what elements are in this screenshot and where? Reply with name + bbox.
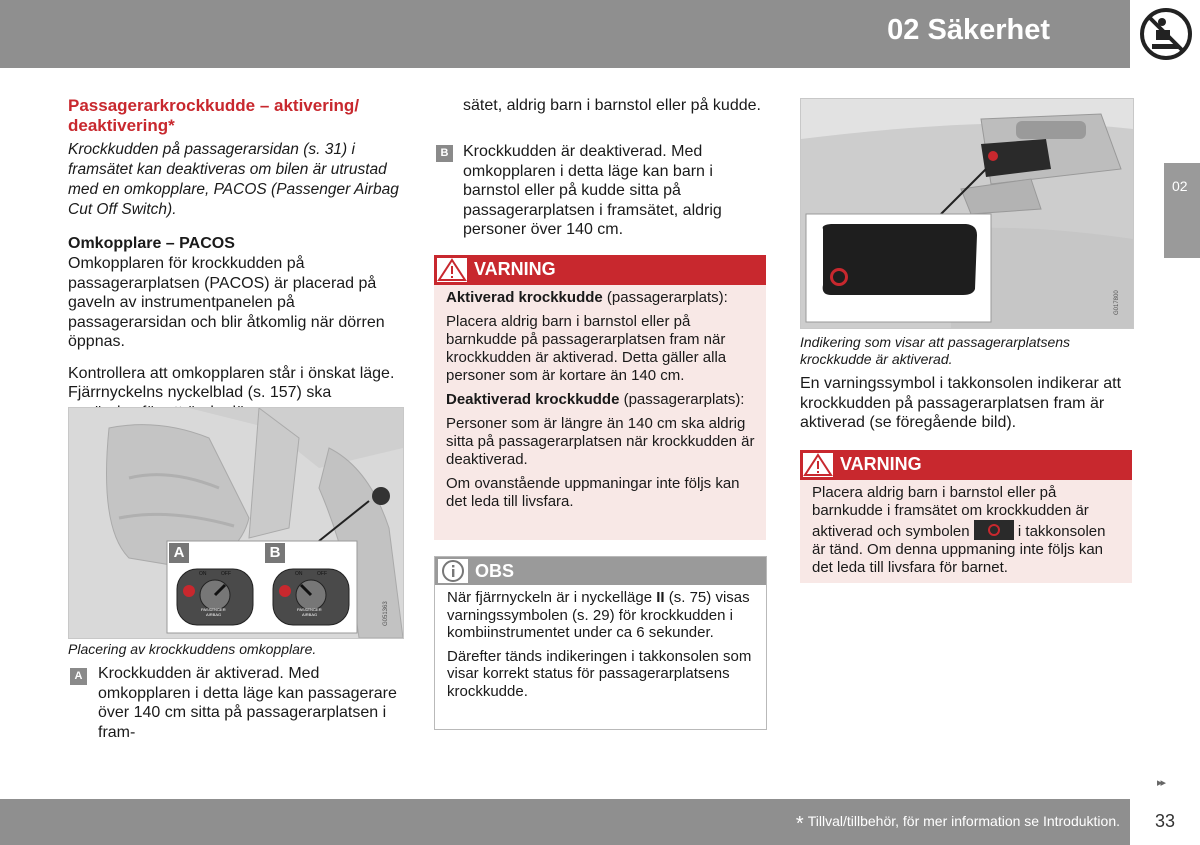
warning-icon-box bbox=[803, 453, 833, 477]
pacos-figure bbox=[68, 407, 404, 639]
warning-box bbox=[800, 450, 1132, 583]
paragraph: sätet, aldrig barn i barnstol eller på kudde. bbox=[463, 97, 761, 114]
switch-on-label: ON bbox=[295, 571, 303, 577]
item-b-text: Krockkudden är deaktiverad. Med omkopplaren i detta läge kan barn i barnstol eller på kudde sitta på passagerarplatsen i framsätet, aldrig personer över 140 cm. bbox=[463, 143, 722, 238]
pacos-switch-icon bbox=[175, 567, 255, 627]
footer-bar bbox=[0, 799, 1130, 845]
sub-heading: Omkopplare – PACOS bbox=[68, 235, 235, 252]
header-bar bbox=[0, 0, 1130, 68]
switch-on-label: ON bbox=[199, 571, 207, 577]
warning-content bbox=[812, 484, 1122, 577]
paragraph: Omkopplaren för krockkudden på passagerarplatsen (PACOS) är placerad på gaveln av instrumentpanelen på passagerarsidan och blir åtkomlig när dörren öppnas. bbox=[68, 255, 385, 350]
no-child-seat-icon bbox=[1136, 4, 1196, 64]
label-a-badge: A bbox=[169, 543, 189, 563]
obs-text: (s. 75) visas varningssymbolen (s. 29) för krockkudden i kombiinstrumentet under ca 6 sekunder. bbox=[447, 589, 750, 641]
page-number: 33 bbox=[1155, 811, 1176, 831]
switch-panel-a bbox=[169, 543, 261, 631]
item-b-badge: B bbox=[436, 145, 453, 162]
pacos-switch-icon bbox=[271, 567, 351, 627]
warning-paragraph bbox=[812, 484, 1122, 577]
airbag-indicator-icon bbox=[974, 520, 1014, 540]
warning-paragraph: Personer som är längre än 140 cm ska aldrig sitta på passagerarplatsen när krockkudden är deaktiverad. bbox=[446, 415, 755, 468]
label-b-badge: B bbox=[265, 543, 285, 563]
roof-console-figure bbox=[800, 98, 1134, 329]
figure-code: G051363 bbox=[383, 601, 389, 626]
obs-header bbox=[435, 557, 766, 585]
roof-console-illustration bbox=[801, 99, 1133, 328]
switch-off-label: OFF bbox=[317, 571, 327, 577]
switch-text: AIRBAG bbox=[302, 612, 318, 617]
switch-text: PASSENGER bbox=[201, 607, 226, 612]
footnote-text: Tillval/tillbehör, för mer information se Introduktion. bbox=[807, 813, 1120, 829]
warning-box bbox=[434, 255, 766, 540]
warning-bold: Aktiverad krockkudde bbox=[446, 289, 603, 306]
obs-box bbox=[434, 556, 767, 730]
header-icon-box bbox=[1131, 0, 1200, 68]
warning-line bbox=[446, 391, 756, 409]
obs-paragraph bbox=[447, 589, 756, 642]
figure-code: G017800 bbox=[1114, 290, 1120, 315]
paragraph: En varningssymbol i takkonsolen indikerar att krockkudden på passagerarplatsen fram är aktiverad (se föregående bild). bbox=[800, 375, 1122, 431]
next-page-arrows-icon[interactable]: ▸▸ bbox=[1157, 777, 1165, 789]
column-1 bbox=[68, 96, 402, 422]
intro-text: Krockkudden på passagerarsidan (s. 31) i framsätet kan deaktiveras om bilen är utrustad med en omkopplare, PACOS (Passenger Airbag Cut Off Switch). bbox=[68, 141, 399, 218]
switch-text: PASSENGER bbox=[297, 607, 322, 612]
page-number-box bbox=[1131, 799, 1200, 845]
footer-note bbox=[796, 813, 1120, 836]
obs-paragraph: Därefter tänds indikeringen i takkonsolen som visar korrekt status för passagerarplatsens krockkudde. bbox=[447, 647, 752, 700]
warning-rest: (passagerarplats): bbox=[619, 391, 745, 408]
warning-title: VARNING bbox=[840, 454, 922, 474]
switch-panel-b bbox=[265, 543, 357, 631]
chapter-tab[interactable] bbox=[1164, 163, 1200, 258]
switch-text: AIRBAG bbox=[206, 612, 222, 617]
warning-content bbox=[446, 289, 756, 511]
figure-caption: Placering av krockkuddens omkopplare. bbox=[68, 641, 317, 657]
item-a-text: Krockkudden är aktiverad. Med omkopplaren i detta läge kan passagerare över 140 cm sitta på passagerarplatsen i fram- bbox=[98, 665, 397, 741]
switch-off-label: OFF bbox=[221, 571, 231, 577]
section-heading: Passagerarkrockkudde – aktivering/ deaktivering* bbox=[68, 96, 360, 135]
warning-text: i takkonsolen är tänd. Om denna uppmaning inte följs kan det leda till livsfara för barnet. bbox=[812, 523, 1106, 576]
warning-text: Placera aldrig barn i barnstol eller på barnkudde i framsätet om krockkudden är aktiverad och symbolen bbox=[812, 484, 1089, 540]
footnote-star: * bbox=[795, 813, 804, 835]
warning-title: VARNING bbox=[474, 259, 556, 279]
item-a-badge: A bbox=[70, 668, 87, 685]
warning-triangle-icon bbox=[803, 453, 833, 477]
warning-triangle-icon bbox=[437, 258, 467, 282]
warning-icon-box bbox=[437, 258, 467, 282]
warning-paragraph: Placera aldrig barn i barnstol eller på barnkudde på passagerarplatsen fram när krockkudden är aktiverad. Detta gäller alla personer som är kortare än 140 cm. bbox=[446, 313, 727, 384]
warning-header bbox=[800, 450, 1132, 480]
warning-line bbox=[446, 289, 756, 307]
paragraph: Kontrollera att omkopplaren står i önskat läge. Fjärrnyckelns nyckelblad (s. 157) ska bbox=[68, 364, 395, 401]
warning-rest: (passagerarplats): bbox=[602, 289, 728, 306]
chapter-tab-label: 02 bbox=[1172, 178, 1188, 194]
figure-caption: Indikering som visar att passagerarplatsens krockkudde är aktiverad. bbox=[800, 334, 1071, 367]
warning-header bbox=[434, 255, 766, 285]
warning-paragraph: Om ovanstående uppmaningar inte följs kan det leda till livsfara. bbox=[446, 475, 740, 510]
obs-icon-box bbox=[438, 559, 468, 583]
info-icon bbox=[438, 559, 468, 583]
obs-content bbox=[447, 589, 756, 700]
obs-bold: II bbox=[656, 589, 665, 606]
obs-text: När fjärrnyckeln är i nyckelläge bbox=[447, 589, 657, 606]
warning-bold: Deaktiverad krockkudde bbox=[446, 391, 620, 408]
page-title: 02 Säkerhet bbox=[887, 14, 1050, 46]
obs-title: OBS bbox=[475, 561, 515, 581]
